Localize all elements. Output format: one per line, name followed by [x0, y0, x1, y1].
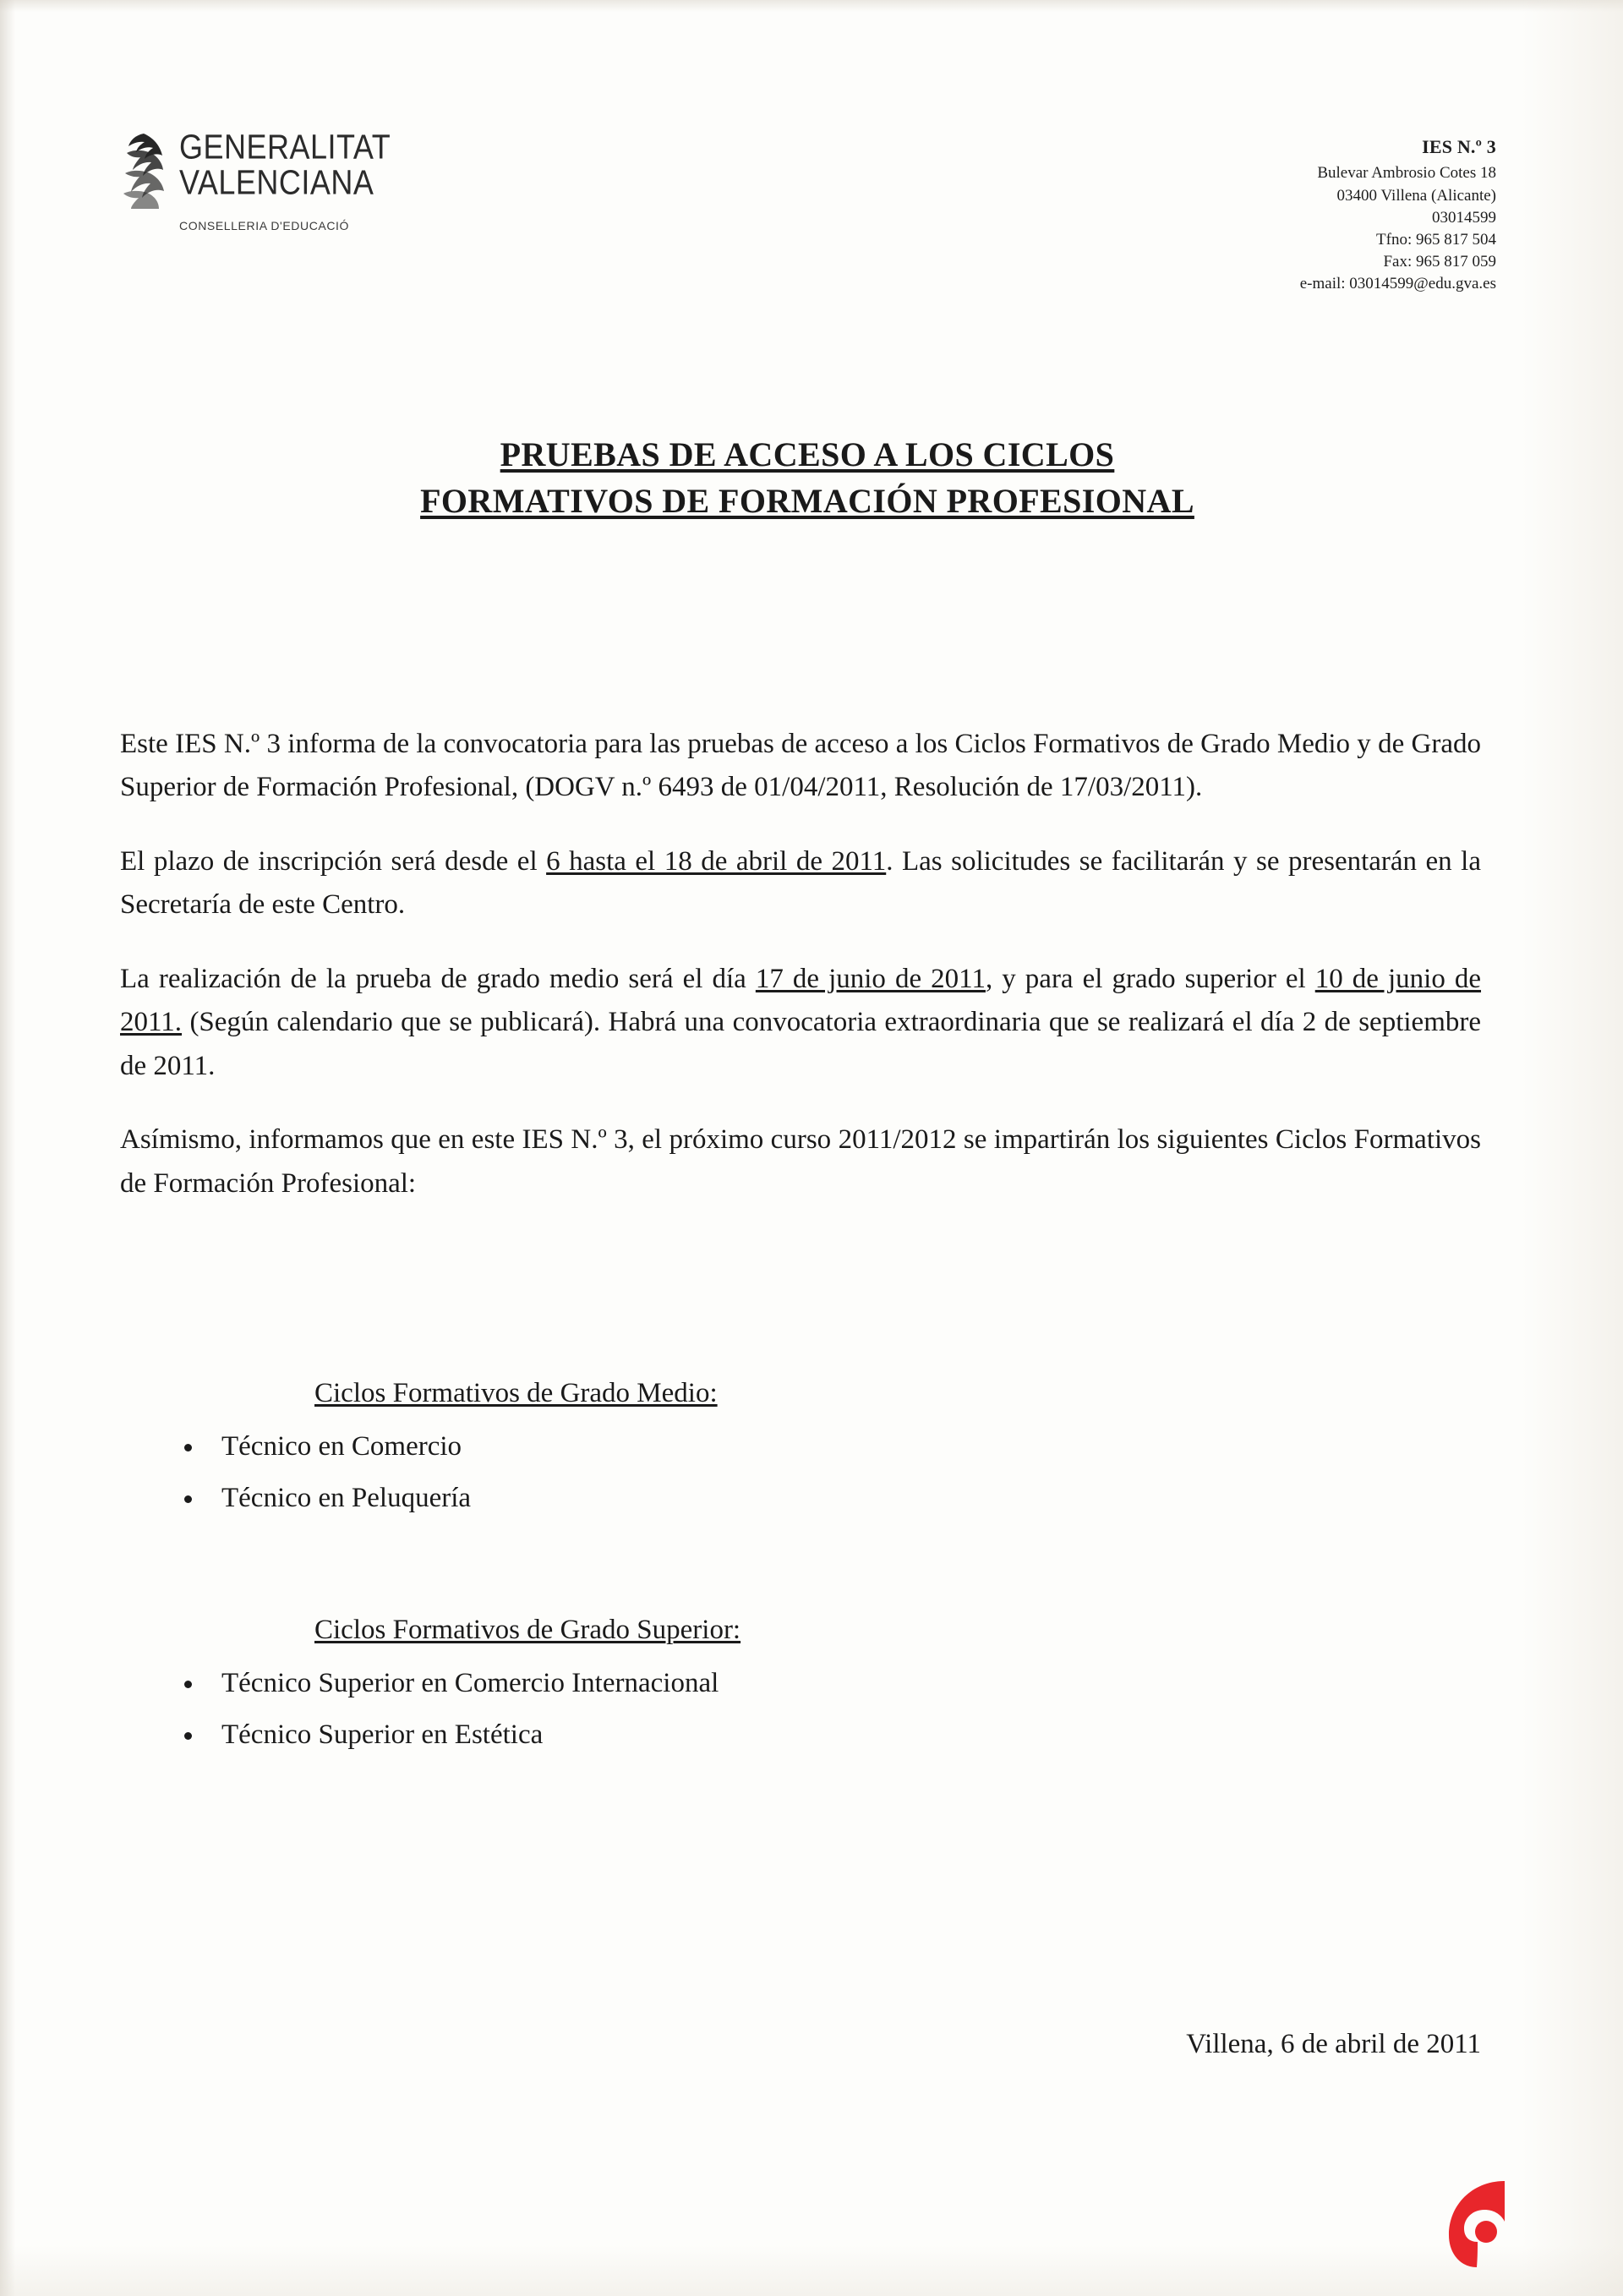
address-block — [1300, 131, 1496, 296]
body-text — [120, 723, 1481, 1236]
signoff-line: Villena, 6 de abril de 2011 — [1186, 2029, 1481, 2059]
address-email: e-mail: 03014599@edu.gva.es — [1299, 275, 1496, 293]
institution-logo — [118, 127, 482, 232]
paragraph-3-text-b: , y para el grado superior el — [985, 963, 1315, 994]
paragraph-2-text-b: . Las solicitudes se facilitarán y se presentarán en la Secretaría de este Centro. — [120, 845, 1481, 921]
paragraph-1 — [120, 723, 1481, 810]
logo-line-1: GENERALITAT — [179, 127, 391, 167]
cycle-list-medium — [120, 1428, 1481, 1517]
coat-of-arms-icon — [118, 131, 171, 209]
cycle-list-superior — [120, 1665, 1481, 1753]
paragraph-2-text-a: El plazo de inscripción será desde el — [120, 845, 547, 877]
cycle-group-medium — [120, 1378, 1481, 1530]
exam-date-medium: 17 de junio de 2011 — [755, 963, 986, 994]
paragraph-1-text: Este IES N.º 3 informa de la convocatoria para las pruebas de acceso a los Ciclos Formativos de Grado Medio y de Grado Superior de Formación Profesional, (DOGV n.º 6493 de 01/04/2011, Resolución de 17/03/2011). — [120, 729, 1481, 803]
logo-line-2: VALENCIANA — [179, 162, 374, 202]
list-item: Técnico Superior en Estética — [120, 1716, 1481, 1754]
list-item: Técnico Superior en Comercio Internacional — [120, 1665, 1481, 1703]
list-item: Técnico en Peluquería — [120, 1479, 1481, 1517]
scanner-watermark-icon — [1424, 2173, 1523, 2272]
paragraph-3-text-c: (Según calendario que se publicará). Habrá una convocatoria extraordinaria que se realizará el día 2 de septiembre de 2011. — [120, 1007, 1481, 1081]
cycle-group-superior-heading: Ciclos Formativos de Grado Superior: — [314, 1615, 741, 1645]
logo-subtitle: CONSELLERIA D'EDUCACIÓ — [179, 219, 350, 232]
address-fax: Fax: 965 817 059 — [1383, 253, 1496, 271]
paragraph-4 — [120, 1118, 1481, 1205]
cycle-group-superior — [120, 1615, 1481, 1767]
address-phone: Tfno: 965 817 504 — [1376, 231, 1496, 249]
paragraph-4-text: Asímismo, informamos que en este IES N.º 3, el próximo curso 2011/2012 se impartirán los siguientes Ciclos Formativos de Formación Profesional: — [120, 1124, 1481, 1199]
letterhead — [118, 127, 1496, 296]
address-code: 03014599 — [1432, 208, 1496, 227]
enrollment-period: 6 hasta el 18 de abril de 2011 — [546, 845, 887, 877]
page-title-line-1: PRUEBAS DE ACCESO A LOS CICLOS — [500, 435, 1115, 473]
cycle-group-medium-heading: Ciclos Formativos de Grado Medio: — [314, 1378, 718, 1408]
paragraph-3 — [120, 958, 1481, 1088]
center-name: IES N.º 3 — [1422, 136, 1496, 157]
page-title — [118, 431, 1496, 524]
paragraph-2 — [120, 840, 1481, 927]
paragraph-3-text-a: La realización de la prueba de grado medio será el día — [120, 963, 756, 994]
list-item: Técnico en Comercio — [120, 1428, 1481, 1466]
page-title-line-2: FORMATIVOS DE FORMACIÓN PROFESIONAL — [420, 482, 1194, 521]
exam-date-superior: 10 de junio de 2011. — [120, 963, 1482, 1038]
address-street: Bulevar Ambrosio Cotes 18 — [1317, 164, 1496, 183]
address-city: 03400 Villena (Alicante) — [1336, 186, 1496, 205]
